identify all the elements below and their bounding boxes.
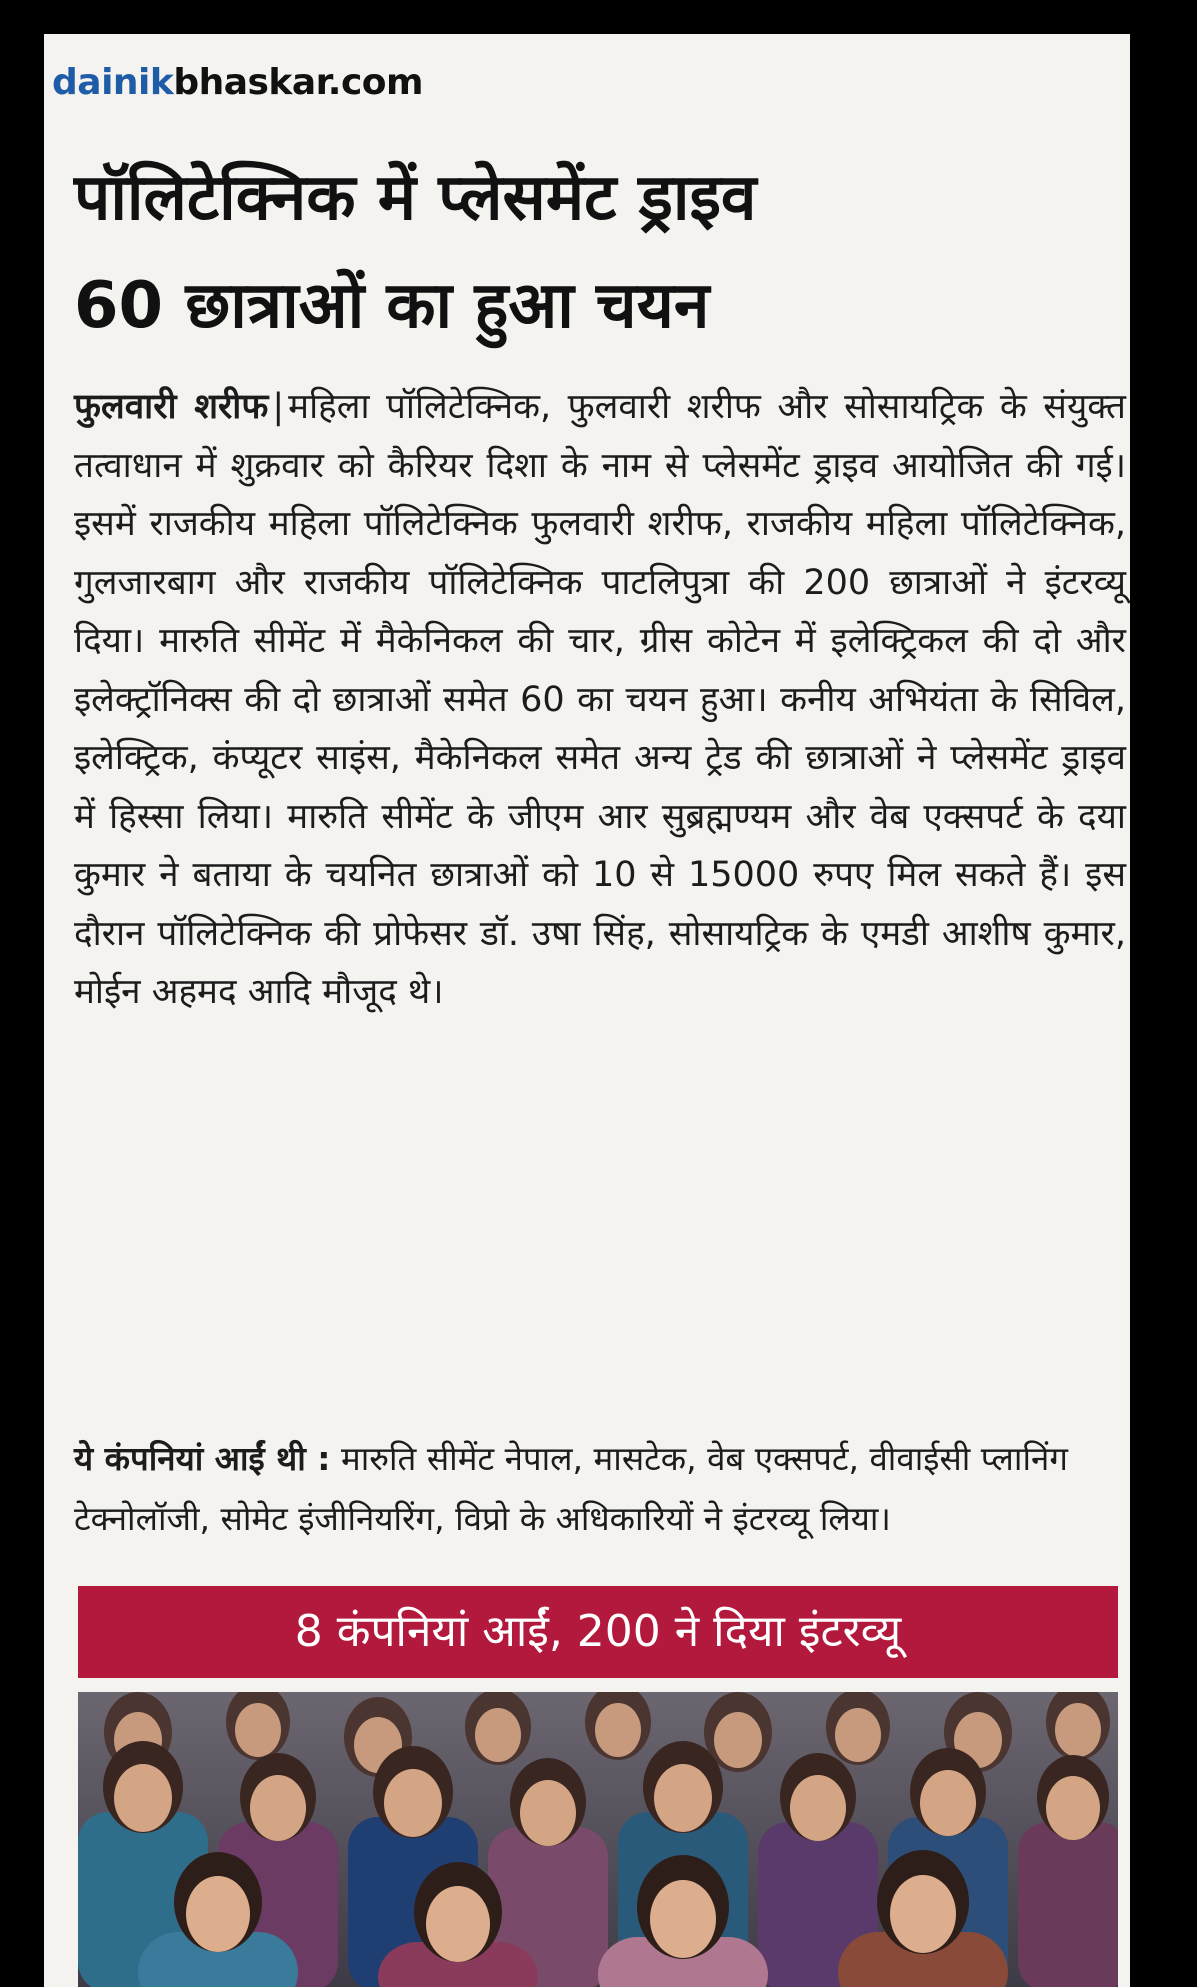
dateline: फुलवारी शरीफ (74, 387, 269, 427)
students-photo-illustration (78, 1692, 1118, 1987)
subheadline-banner (78, 1586, 1118, 1678)
brand-part-1: dainik (52, 62, 174, 103)
newspaper-clipping (44, 34, 1130, 1987)
headline (74, 144, 1124, 360)
banner-text: 8 कंपनियां आईं, 200 ने दिया इंटरव्यू (294, 1606, 902, 1657)
headline-line-1: पॉलिटेक्निक में प्लेसमेंट ड्राइव (74, 161, 757, 235)
headline-line-2: 60 छात्राओं का हुआ चयन (74, 269, 710, 343)
brand-part-2: bhaskar.com (173, 62, 424, 103)
students-photo (78, 1692, 1118, 1987)
companies-paragraph (74, 1429, 1126, 1549)
article-body (74, 378, 1126, 1022)
companies-label: ये कंपनियां आईं थी : (74, 1439, 331, 1478)
companies-text: मारुति सीमेंट नेपाल, मासटेक, वेब एक्सपर्ट, वीवाईसी प्लानिंग टेक्नोलॉजी, सोमेट इंजीनियरिंग, विप्रो के अधिकारियों ने इंटरव्यू लिया। (74, 1439, 1068, 1538)
source-logo (52, 62, 423, 103)
article-text: महिला पॉलिटेक्निक, फुलवारी शरीफ और सोसायट्रिक के संयुक्त तत्वाधान में शुक्रवार को कैरियर दिशा के नाम से प्लेसमेंट ड्राइव आयोजित की गई। इसमें राजकीय महिला पॉलिटेक्निक फुलवारी शरीफ, राजकीय महिला पॉलिटेक्निक, गुलजारबाग और राजकीय पॉलिटेक्निक पाटलिपुत्रा की 200 छात्राओं ने इंटरव्यू दिया। मारुति सीमेंट में मैकेनिकल की चार, ग्रीस कोटेन में इलेक्ट्रिकल की दो और इलेक्ट्रॉनिक्स की दो छात्राओं समेत 60 का चयन हुआ। कनीय अभियंता के सिविल, इलेक्ट्रिक, कंप्यूटर साइंस, मैकेनिकल समेत अन्य ट्रेड की छात्राओं ने प्लेसमेंट ड्राइव में हिस्सा लिया। मारुति सीमेंट के जीएम आर सुब्रह्मण्यम और वेब एक्सपर्ट के दया कुमार ने बताया के चयनित छात्राओं को 10 से 15000 रुपए मिल सकते हैं। इस दौरान पॉलिटेक्निक की प्रोफेसर डॉ. उषा सिंह, सोसायट्रिक के एमडी आशीष कुमार, मोईन अहमद आदि मौजूद थे। (74, 387, 1126, 1012)
dateline-separator: | (272, 387, 285, 427)
